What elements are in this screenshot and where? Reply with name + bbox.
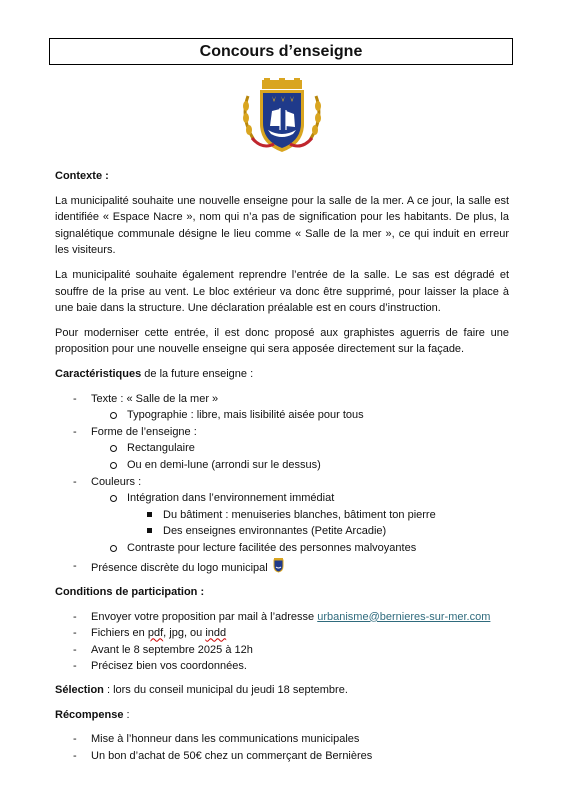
list-item-envoyer: Envoyer votre proposition par mail à l’adresse [91, 610, 318, 623]
recompense-list [55, 731, 509, 764]
list-item [55, 609, 509, 626]
list-item [55, 474, 509, 557]
selection-line [55, 682, 509, 699]
list-item [55, 391, 509, 424]
list-item-contraste: Contraste pour lecture facilitée des personnes malvoyantes [91, 540, 509, 557]
selection-bold: Sélection [55, 684, 104, 697]
list-item-integration: Intégration dans l’environnement immédiat [127, 492, 335, 505]
list-item-presence: Présence discrète du logo municipal [91, 562, 268, 575]
paragraph-context-3: Pour moderniser cette entrée, il est donc proposé aux graphistes aguerris de faire une proposition pour une nouvelle enseigne qui sera apposée directement sur la façade. [55, 326, 509, 356]
paragraph-context-1: La municipalité souhaite une nouvelle enseigne pour la salle de la mer. A ce jour, la salle est identifiée « Espace Nacre », nom qui n’a pas de signification pour les habitants. De plus, la signalétique communale désigne le lieu comme « Salle de la mer », ce qui induit en erreur les visiteurs. [55, 194, 509, 257]
sublist [91, 490, 509, 556]
list-item [91, 490, 509, 540]
municipal-crest-logo [238, 78, 326, 156]
mini-crest-icon [271, 558, 286, 573]
fichiers-indd: indd [205, 627, 227, 640]
list-item-texte: Texte : « Salle de la mer » [91, 392, 219, 405]
list-item-rectangulaire: Rectangulaire [91, 440, 509, 457]
list-item [55, 625, 509, 642]
characteristics-bold: Caractéristiques [55, 367, 142, 380]
list-item-forme: Forme de l’enseigne : [91, 425, 197, 438]
document-body [55, 168, 509, 771]
contexte-heading: Contexte : [55, 170, 109, 182]
conditions-list [55, 609, 509, 675]
page-title: Concours d’enseigne [49, 38, 513, 65]
characteristics-list [55, 391, 509, 578]
sublist [91, 440, 509, 473]
list-item-bon: - Un bon d’achat de 50€ chez un commerçant de Bernières [55, 748, 509, 765]
fichiers-text-a: Fichiers en [91, 627, 148, 640]
selection-rest: : lors du conseil municipal du jeudi 18 septembre. [103, 684, 348, 697]
fichiers-pdf: pdf [147, 627, 164, 640]
fichiers-text-b: , jpg, ou [163, 627, 206, 640]
recompense-heading [55, 707, 509, 724]
conditions-heading: Conditions de participation : [55, 586, 205, 599]
subsublist [127, 507, 509, 540]
email-link[interactable]: urbanisme@bernieres-sur-mer.com [317, 610, 491, 623]
recompense-bold: Récompense [55, 708, 124, 721]
list-item-couleurs: Couleurs : [91, 475, 142, 488]
paragraph-context-2: La municipalité souhaite également reprendre l’entrée de la salle. Le sas est dégradé et souffre de la prise au vent. Le bloc extérieur va donc être supprimé, pour laisser la place à une baie dans la structure. Une déclaration préalable est en cours d’instruction. [55, 268, 509, 315]
list-item [55, 558, 509, 577]
list-item-batiment: Du bâtiment : menuiseries blanches, bâtiment ton pierre [127, 507, 509, 524]
recompense-colon: : [123, 708, 130, 721]
list-item-demi-lune: Ou en demi-lune (arrondi sur le dessus) [91, 457, 509, 474]
list-item-precisez: - Précisez bien vos coordonnées. [55, 658, 509, 675]
list-item-typographie: Typographie : libre, mais lisibilité aisée pour tous [91, 407, 509, 424]
characteristics-heading [55, 366, 509, 383]
characteristics-rest: de la future enseigne : [141, 367, 254, 380]
list-item-avant: - Avant le 8 septembre 2025 à 12h [55, 642, 509, 659]
list-item-enseignes: Des enseignes environnantes (Petite Arcadie) [127, 523, 509, 540]
list-item-honneur: - Mise à l’honneur dans les communications municipales [55, 731, 509, 748]
list-item [55, 424, 509, 474]
sublist [91, 407, 509, 424]
